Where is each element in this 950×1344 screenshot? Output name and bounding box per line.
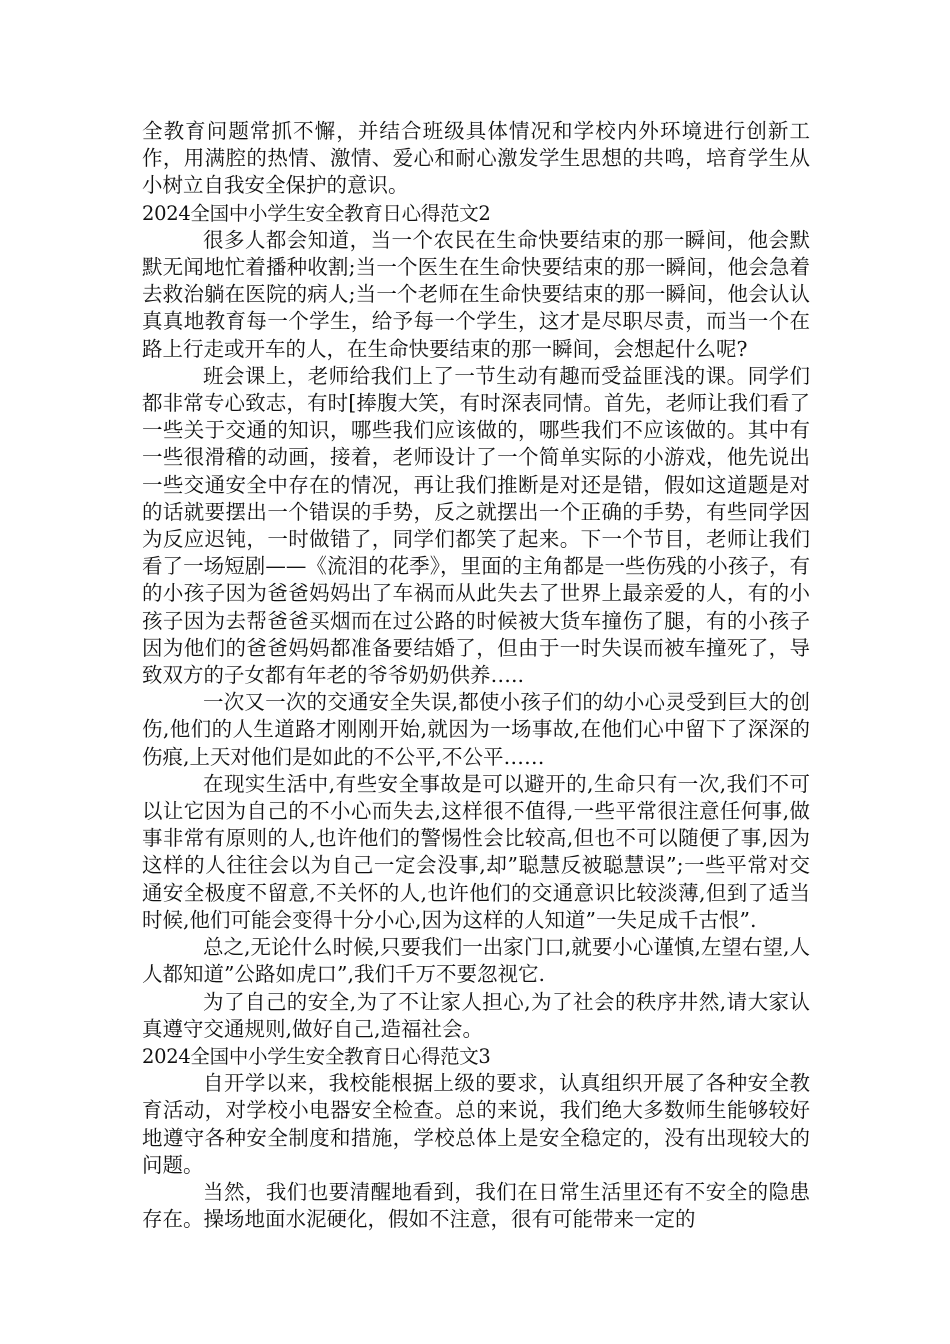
paragraph: 当然，我们也要清醒地看到，我们在日常生活里还有不安全的隐患存在。操场地面水泥硬化，假如不注意，很有可能带来一定的 — [142, 1179, 810, 1232]
paragraph: 自开学以来，我校能根据上级的要求，认真组织开展了各种安全教育活动，对学校小电器安全检查。总的来说，我们绝大多数师生能够较好地遵守各种安全制度和措施，学校总体上是安全稳定的，没有出现较大的问题。 — [142, 1071, 810, 1177]
paragraph: 总之,无论什么时候,只要我们一出家门口,就要小心谨慎,左望右望,人人都知道”公路如虎口”,我们千万不要忽视它. — [142, 935, 810, 987]
paragraph: 为了自己的安全,为了不让家人担心,为了社会的秩序井然,请大家认真遵守交通规则,做好自己,造福社会。 — [142, 989, 810, 1041]
section-heading: 2024全国中小学生安全教育日心得范文2 — [142, 201, 491, 225]
paragraph: 很多人都会知道，当一个农民在生命快要结束的那一瞬间，他会默默无闻地忙着播种收割;当一个医生在生命快要结束的那一瞬间，他会急着去救治躺在医院的病人;当一个老师在生命快要结束的那一瞬间，他会认认真真地教育每一个学生，给予每一个学生，这才是尽职尽责，而当一个在路上行走或开车的人，在生命快要结束的那一瞬间，会想起什么呢? — [142, 227, 810, 361]
document-page — [142, 118, 810, 1233]
paragraph: 在现实生活中,有些安全事故是可以避开的,生命只有一次,我们不可以让它因为自己的不小心而失去,这样很不值得,一些平常很注意任何事,做事非常有原则的人,也许他们的警惕性会比较高,但也不可以随便了事,因为这样的人往往会以为自己一定会没事,却”聪慧反被聪慧误”;一些平常对交通安全极度不留意,不关怀的人,也许他们的交通意识比较淡薄,但到了适当时候,他们可能会变得十分小心,因为这样的人知道”一失足成千古恨”. — [142, 771, 810, 932]
paragraph: 班会课上，老师给我们上了一节生动有趣而受益匪浅的课。同学们都非常专心致志，有时[捧腹大笑，有时深表同情。首先，老师让我们看了一些关于交通的知识，哪些我们应该做的，哪些我们不应该做的。其中有一些很滑稽的动画，接着，老师设计了一个简单实际的小游戏，他先说出一些交通安全中存在的情况，再让我们推断是对还是错，假如这道题是对的话就要摆出一个错误的手势，反之就摆出一个正确的手势，有些同学因为反应迟钝，一时做错了，同学们都笑了起来。下一个节目，老师让我们看了一场短剧——《流泪的花季》，里面的主角都是一些伤残的小孩子，有的小孩子因为爸爸妈妈出了车祸而从此失去了世界上最亲爱的人，有的小孩子因为去帮爸爸买烟而在过公路的时候被大货车撞伤了腿，有的小孩子因为他们的爸爸妈妈都准备要结婚了，但由于一时失误而被车撞死了，导致双方的子女都有年老的爷爷奶奶供养….. — [142, 363, 810, 688]
section-heading: 2024全国中小学生安全教育日心得范文3 — [142, 1044, 491, 1068]
paragraph: 全教育问题常抓不懈，并结合班级具体情况和学校内外环境进行创新工作，用满腔的热情、激情、爱心和耐心激发学生思想的共鸣，培育学生从小树立自我安全保护的意识。 — [142, 119, 810, 198]
paragraph: 一次又一次的交通安全失误,都使小孩子们的幼小心灵受到巨大的创伤,他们的人生道路才刚刚开始,就因为一场事故,在他们心中留下了深深的伤痕,上天对他们是如此的不公平,不公平…… — [142, 690, 810, 769]
